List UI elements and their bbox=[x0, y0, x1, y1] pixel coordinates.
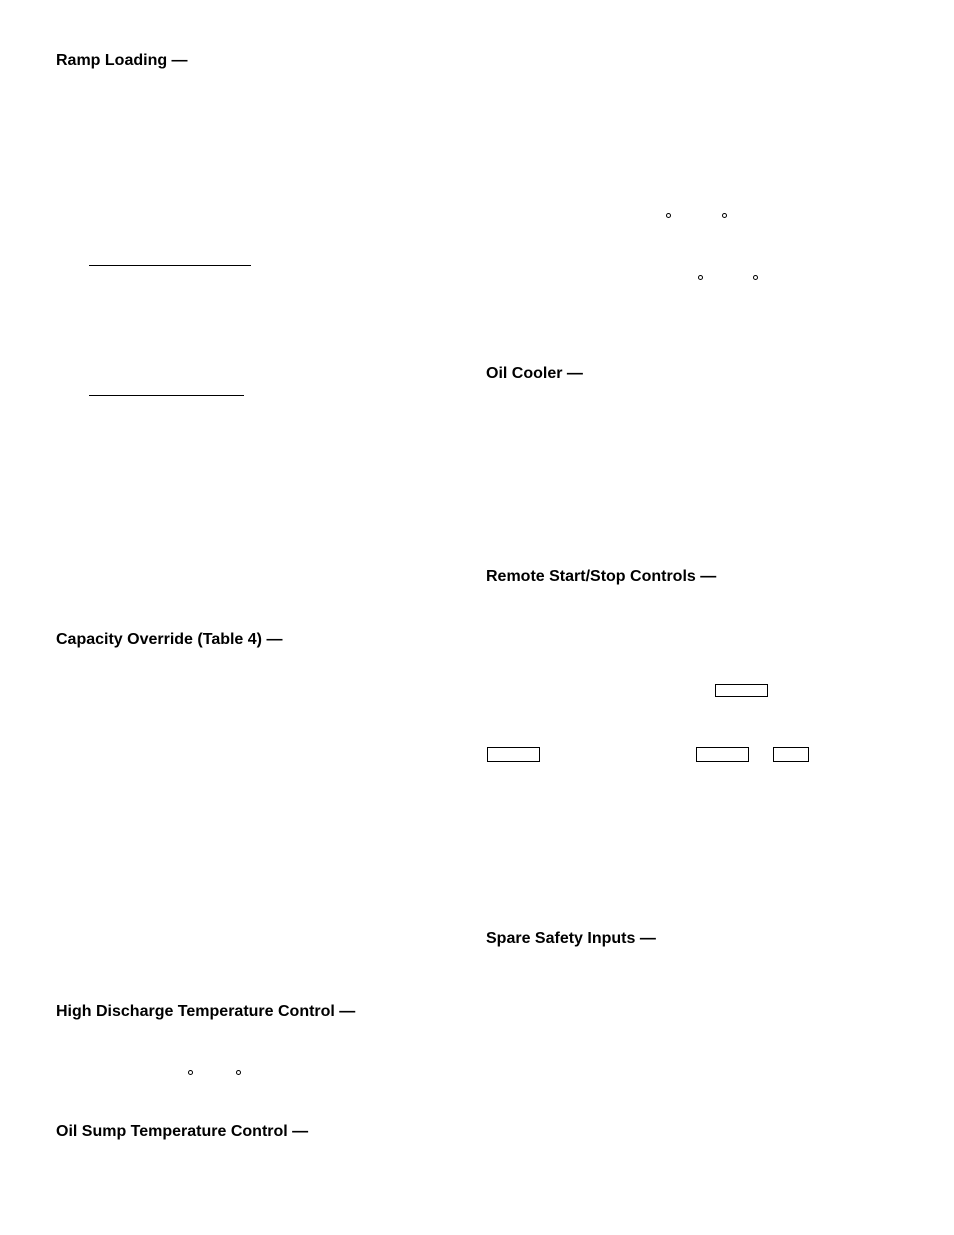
underline-rule bbox=[89, 265, 251, 266]
high-discharge-temperature-heading: High Discharge Temperature Control — bbox=[56, 1003, 356, 1020]
key-box bbox=[696, 747, 749, 762]
degree-symbol-icon bbox=[236, 1070, 241, 1075]
capacity-override-heading: Capacity Override (Table 4) — bbox=[56, 631, 283, 648]
spare-safety-inputs-heading: Spare Safety Inputs — bbox=[486, 930, 656, 947]
degree-symbol-icon bbox=[698, 275, 703, 280]
key-box bbox=[487, 747, 540, 762]
key-box bbox=[715, 684, 768, 697]
underline-rule bbox=[89, 395, 244, 396]
degree-symbol-icon bbox=[666, 213, 671, 218]
oil-cooler-heading: Oil Cooler — bbox=[486, 365, 583, 382]
ramp-loading-heading: Ramp Loading — bbox=[56, 52, 188, 69]
remote-start-stop-heading: Remote Start/Stop Controls — bbox=[486, 568, 717, 585]
degree-symbol-icon bbox=[188, 1070, 193, 1075]
oil-sump-temperature-heading: Oil Sump Temperature Control — bbox=[56, 1123, 309, 1140]
degree-symbol-icon bbox=[722, 213, 727, 218]
degree-symbol-icon bbox=[753, 275, 758, 280]
key-box bbox=[773, 747, 809, 762]
